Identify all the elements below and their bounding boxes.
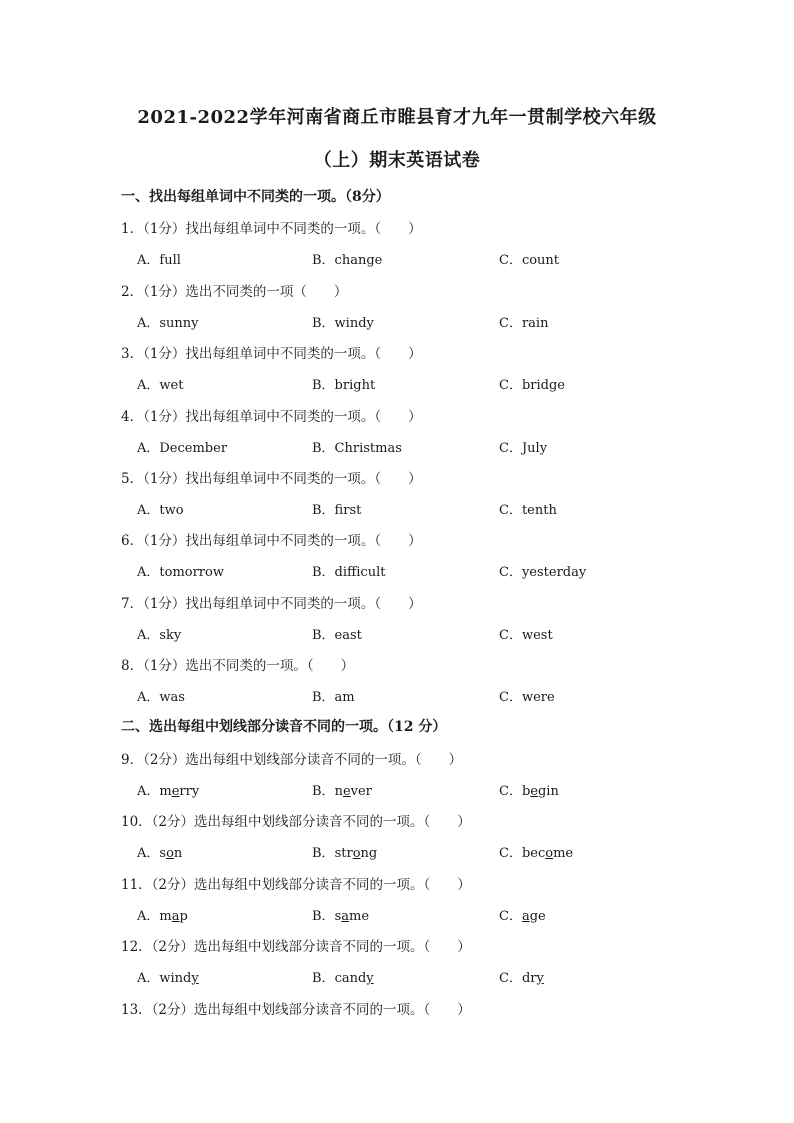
question-stem-12: 12．（2分）选出每组中划线部分读音不同的一项。（ ） (121, 939, 471, 955)
option-word-part: rry (179, 784, 200, 799)
question-10-option-c (499, 842, 573, 861)
underlined-letters: e (342, 784, 351, 799)
question-9-option-b (312, 780, 372, 799)
option-word-part: m (159, 909, 172, 924)
underlined-letters: o (545, 846, 554, 861)
question-6-option-b: B．difficult (312, 565, 386, 580)
question-stem-5: 5．（1分）找出每组单词中不同类的一项。（ ） (121, 471, 422, 487)
exam-title-line-1: 2021-2022学年河南省商丘市睢县育才九年一贯制学校六年级 (137, 107, 657, 128)
question-stem-7: 7．（1分）找出每组单词中不同类的一项。（ ） (121, 596, 422, 612)
option-label: A． (137, 846, 160, 861)
section-heading-1: 一、找出每组单词中不同类的一项。（8分） (121, 189, 390, 205)
question-1-option-b: B．change (312, 253, 383, 268)
underlined-letters: a (521, 909, 530, 924)
underlined-letters: y (366, 971, 374, 986)
question-1-option-c: C．count (499, 253, 560, 268)
question-stem-4: 4．（1分）找出每组单词中不同类的一项。（ ） (121, 409, 422, 425)
question-7-option-b: B．east (312, 628, 362, 643)
exam-title-line-2: （上）期末英语试卷 (313, 150, 481, 171)
option-label: C． (499, 846, 522, 861)
option-label: A． (137, 909, 160, 924)
question-8-option-b: B．am (312, 690, 355, 705)
question-stem-2: 2．（1分）选出不同类的一项（ ） (121, 284, 348, 300)
question-2-option-a: A．sunny (137, 316, 199, 331)
question-7-option-c: C．west (499, 628, 553, 643)
question-2-option-c: C．rain (499, 316, 549, 331)
question-5-option-c: C．tenth (499, 503, 557, 518)
question-12-option-c (499, 967, 544, 986)
underlined-letters: a (341, 909, 349, 924)
question-stem-8: 8．（1分）选出不同类的一项。（ ） (121, 658, 355, 674)
option-label: A． (137, 971, 160, 986)
option-word-part: gin (537, 784, 559, 799)
underlined-letters: o (352, 846, 361, 861)
underlined-letters: a (171, 909, 180, 924)
question-stem-6: 6．（1分）找出每组单词中不同类的一项。（ ） (121, 533, 422, 549)
underlined-letters: e (530, 784, 538, 799)
question-12-option-b (312, 967, 374, 986)
question-3-option-a: A．wet (137, 378, 184, 393)
underlined-letters: o (166, 846, 174, 861)
question-10-option-b (312, 842, 377, 861)
question-12-option-a (137, 967, 199, 986)
option-word-part: ng (360, 846, 378, 861)
option-word-part: bec (521, 846, 546, 861)
question-9-option-c (499, 780, 559, 799)
question-8-option-a: A．was (137, 690, 185, 705)
question-3-option-b: B．bright (312, 378, 376, 393)
option-label: A． (137, 784, 160, 799)
underlined-letters: y (536, 971, 544, 986)
question-stem-11: 11．（2分）选出每组中划线部分读音不同的一项。（ ） (121, 877, 471, 893)
option-label: C． (499, 909, 522, 924)
option-label: C． (499, 784, 522, 799)
question-4-option-a: A．December (137, 441, 228, 456)
question-10-option-a (137, 842, 182, 861)
option-word-part: cand (334, 971, 367, 986)
option-word-part: n (334, 784, 343, 799)
question-5-option-b: B．first (312, 503, 362, 518)
question-6-option-a: A．tomorrow (137, 565, 224, 580)
option-word-part: s (159, 846, 167, 861)
option-word-part: ver (350, 784, 372, 799)
question-4-option-c: C．July (499, 441, 548, 456)
option-label: C． (499, 971, 522, 986)
option-label: B． (312, 971, 335, 986)
question-5-option-a: A．two (137, 503, 184, 518)
option-label: B． (312, 846, 335, 861)
question-4-option-b: B．Christmas (312, 441, 402, 456)
question-9-option-a (137, 780, 199, 799)
section-heading-2: 二、选出每组中划线部分读音不同的一项。（12 分） (121, 719, 447, 735)
underlined-letters: y (191, 971, 199, 986)
question-11-option-a (137, 905, 188, 924)
question-11-option-c (499, 905, 546, 924)
question-8-option-c: C．were (499, 690, 555, 705)
question-stem-1: 1．（1分）找出每组单词中不同类的一项。（ ） (121, 221, 422, 237)
option-word-part: m (159, 784, 172, 799)
option-word-part: me (553, 846, 574, 861)
option-word-part: ge (529, 909, 546, 924)
question-stem-13: 13．（2分）选出每组中划线部分读音不同的一项。（ ） (121, 1002, 471, 1018)
question-stem-3: 3．（1分）找出每组单词中不同类的一项。（ ） (121, 346, 422, 362)
option-label: B． (312, 909, 335, 924)
question-1-option-a: A．full (137, 253, 181, 268)
question-stem-9: 9．（2分）选出每组中划线部分读音不同的一项。（ ） (121, 752, 463, 768)
option-word-part: wind (159, 971, 192, 986)
option-word-part: b (521, 784, 531, 799)
question-7-option-a: A．sky (137, 628, 182, 643)
option-word-part: dr (521, 971, 537, 986)
question-stem-10: 10．（2分）选出每组中划线部分读音不同的一项。（ ） (121, 814, 471, 830)
option-label: B． (312, 784, 335, 799)
option-word-part: str (334, 846, 353, 861)
question-3-option-c: C．bridge (499, 378, 565, 393)
option-word-part: p (179, 909, 188, 924)
question-6-option-c: C．yesterday (499, 565, 587, 580)
option-word-part: me (349, 909, 370, 924)
question-11-option-b (312, 905, 369, 924)
option-word-part: s (334, 909, 342, 924)
option-word-part: n (173, 846, 183, 861)
question-2-option-b: B．windy (312, 316, 374, 331)
underlined-letters: e (171, 784, 180, 799)
